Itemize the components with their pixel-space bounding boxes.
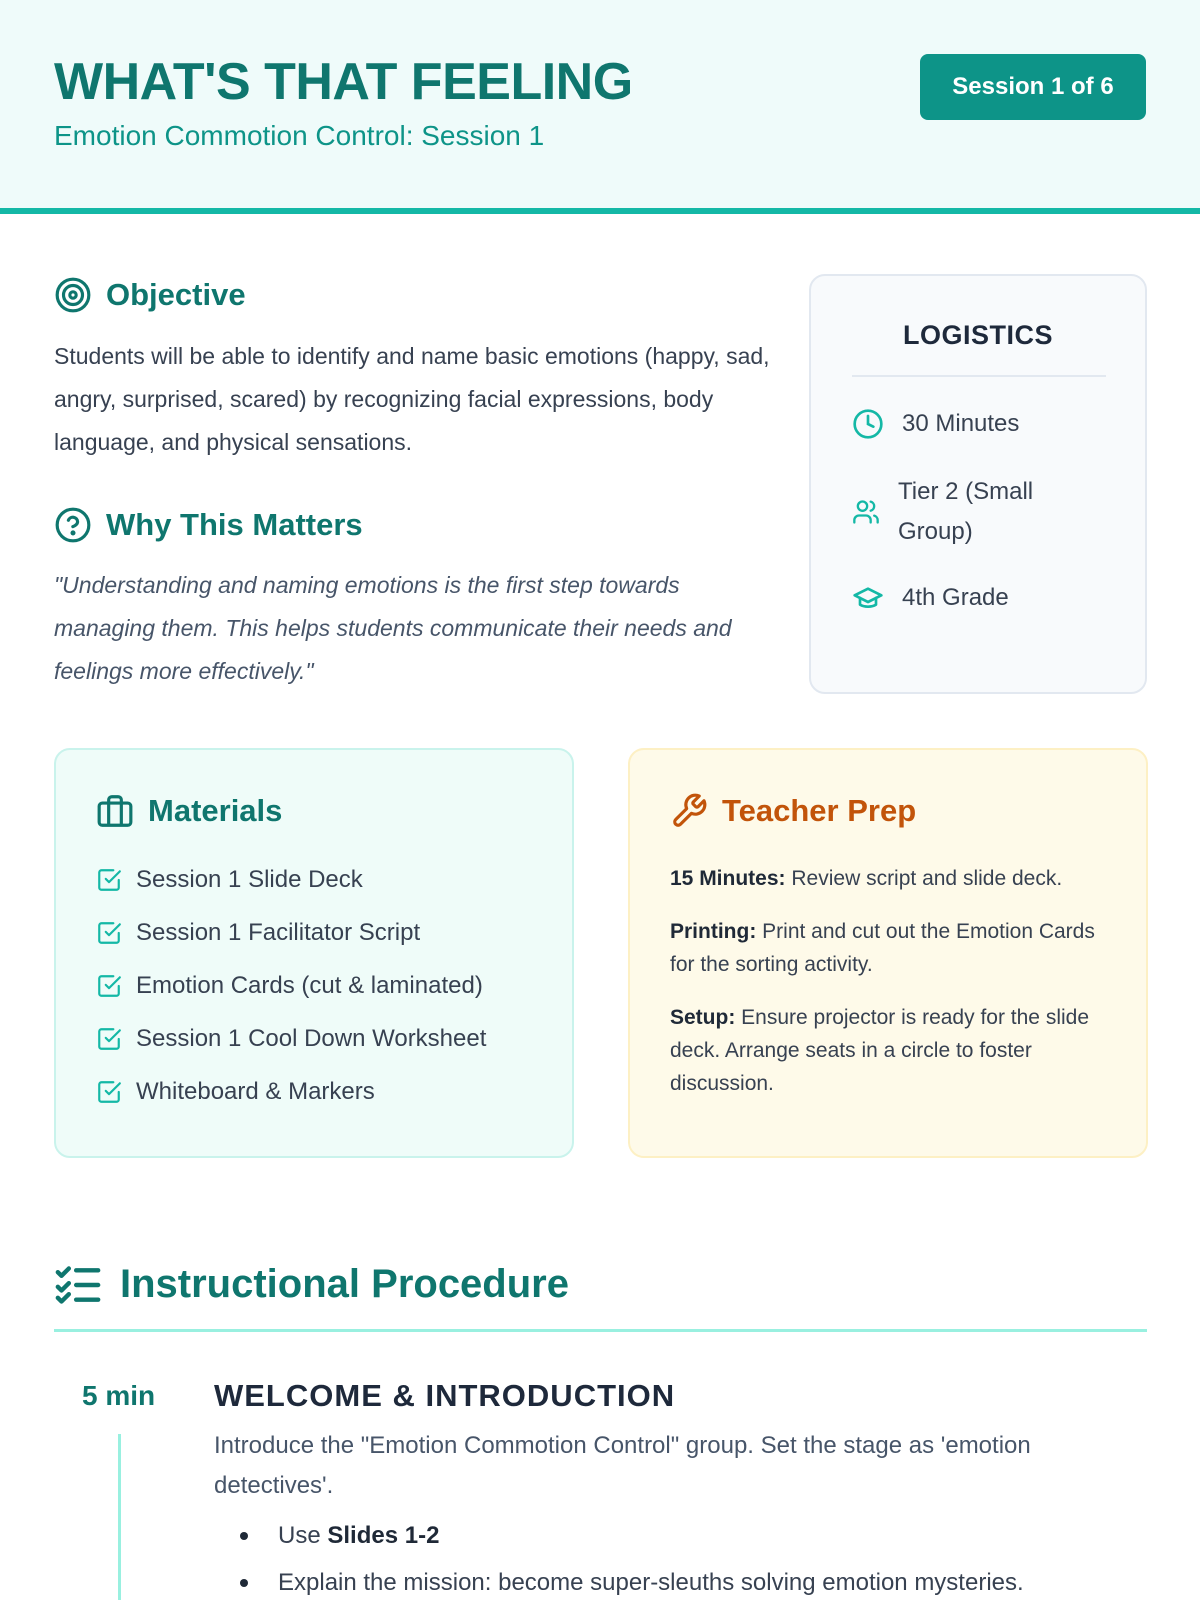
graduation-cap-icon — [852, 582, 884, 614]
logistics-tier-text: Tier 2 (Small Group) — [898, 478, 1034, 545]
logistics-item-duration — [852, 404, 1019, 444]
materials-item-label: Whiteboard & Markers — [136, 1078, 375, 1105]
why-heading-label: Why This Matters — [106, 507, 363, 542]
page-header — [0, 0, 1200, 214]
materials-item — [96, 1025, 486, 1053]
users-icon — [852, 498, 880, 526]
check-square-icon — [96, 920, 122, 946]
logistics-item-grade — [852, 578, 1009, 618]
bullet-dot — [240, 1532, 248, 1540]
teacher-prep-card — [628, 748, 1148, 1158]
procedure-heading-label: Instructional Procedure — [120, 1262, 569, 1306]
step-bullet — [240, 1522, 439, 1550]
materials-item-label: Emotion Cards (cut & laminated) — [136, 972, 483, 999]
materials-item — [96, 972, 483, 1000]
why-quote: "Understanding and naming emotions is the first step towards managing them. This helps students communicate their needs and feelings more effectively." — [54, 572, 732, 684]
session-badge: Session 1 of 6 — [920, 54, 1146, 120]
materials-item — [96, 919, 420, 947]
objective-heading — [54, 276, 246, 314]
prep-item-text: Review script and slide deck. — [791, 867, 1063, 890]
step-bullet-prefix: Use — [278, 1522, 328, 1549]
prep-item-text: Ensure projector is ready for the slide deck. Arrange seats in a circle to foster discussion. — [670, 1006, 1090, 1095]
step-timeline — [118, 1434, 121, 1600]
materials-card — [54, 748, 574, 1158]
step-description: Introduce the "Emotion Commotion Control" group. Set the stage as 'emotion detectives'. — [214, 1432, 1031, 1499]
page-subtitle: Emotion Commotion Control: Session 1 — [54, 120, 545, 151]
prep-item-label: Printing: — [670, 920, 757, 943]
logistics-duration-text: 30 Minutes — [902, 410, 1020, 437]
briefcase-icon — [96, 792, 134, 830]
procedure-divider — [54, 1329, 1147, 1332]
step-bullet-bold: Slides 1-2 — [327, 1522, 440, 1549]
page-title: WHAT'S THAT FEELING — [54, 53, 633, 111]
check-square-icon — [96, 973, 122, 999]
logistics-grade-text: 4th Grade — [902, 584, 1009, 611]
clock-icon — [852, 408, 884, 440]
materials-item-label: Session 1 Facilitator Script — [136, 919, 421, 946]
check-square-icon — [96, 1026, 122, 1052]
materials-item — [96, 866, 363, 894]
prep-item-label: 15 Minutes: — [670, 867, 786, 890]
logistics-card — [809, 274, 1147, 694]
procedure-heading — [54, 1262, 569, 1307]
logistics-divider — [852, 375, 1106, 377]
step-time: 5 min — [82, 1380, 156, 1411]
wrench-icon — [670, 792, 708, 830]
step-bullet — [240, 1569, 1024, 1597]
bullet-dot — [240, 1579, 248, 1587]
step-bullet-prefix: Explain the mission: become super-sleuths solving emotion mysteries. — [278, 1569, 1024, 1596]
materials-heading — [96, 792, 282, 830]
prep-item-printing — [670, 915, 1120, 981]
teacher-prep-heading-label: Teacher Prep — [722, 793, 917, 828]
prep-item-time — [670, 862, 1120, 895]
materials-heading-label: Materials — [148, 793, 283, 828]
check-square-icon — [96, 867, 122, 893]
materials-item-label: Session 1 Slide Deck — [136, 866, 363, 893]
prep-item-text: Print and cut out the Emotion Cards for the sorting activity. — [670, 920, 1095, 976]
logistics-title: LOGISTICS — [902, 320, 1053, 350]
check-square-icon — [96, 1079, 122, 1105]
objective-text: Students will be able to identify and name basic emotions (happy, sad, angry, surprised, scared) by recognizing facial expressions, body language, and physical sensations. — [54, 343, 770, 455]
step-title: WELCOME & INTRODUCTION — [214, 1378, 676, 1413]
materials-item-label: Session 1 Cool Down Worksheet — [136, 1025, 487, 1052]
prep-item-setup — [670, 1001, 1120, 1100]
question-circle-icon — [54, 506, 92, 544]
logistics-item-tier — [852, 472, 1112, 552]
checklist-icon — [54, 1263, 102, 1307]
objective-heading-label: Objective — [106, 277, 246, 312]
materials-item — [96, 1078, 375, 1106]
why-heading — [54, 506, 363, 544]
prep-item-label: Setup: — [670, 1006, 736, 1029]
teacher-prep-heading — [670, 792, 916, 830]
target-icon — [54, 276, 92, 314]
